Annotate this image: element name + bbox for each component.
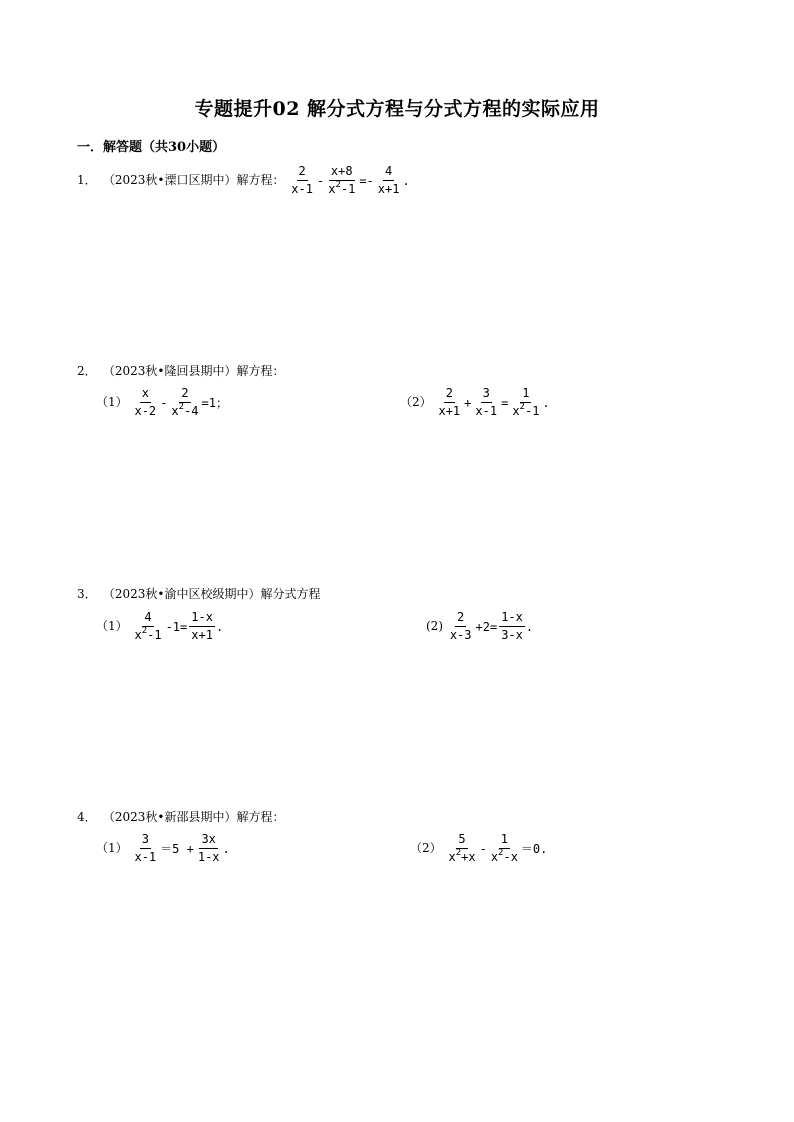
question-source: （2023秋•隆回县期中）解方程：: [102, 364, 285, 378]
fraction: $\frac{3x}{1-x}$: [197, 832, 220, 864]
fraction: $\frac{2}{x-1}$: [291, 164, 313, 196]
fraction: $\frac{1}{x^2-x}$: [490, 832, 518, 864]
question-number: 1．: [77, 173, 97, 187]
question-number: 2．: [77, 364, 97, 378]
fraction: $\frac{x}{x-2}$: [134, 386, 157, 418]
fraction: $\frac{2}{x-3}$: [449, 610, 472, 642]
fraction: $\frac{1}{x^2-1}$: [512, 386, 540, 418]
question-number: 3．: [77, 587, 97, 601]
question-number: 4．: [77, 810, 97, 824]
question-source: （2023秋•渝中区校级期中）解分式方程: [102, 587, 321, 601]
fraction: $\frac{5}{x^2+x}$: [448, 832, 476, 864]
question-2-part-2: （2） $\frac{2}{x+1}$ + $\frac{3}{x-1}$ = $\frac{1}{x^2-1}$ .: [400, 386, 550, 418]
question-2-part-1: （1） $\frac{x}{x-2}$ - $\frac{2}{x^2-4}$ =1；: [96, 386, 228, 418]
fraction: $\frac{x+8}{x^2-1}$: [328, 164, 356, 196]
question-3-part-1: （1） $\frac{4}{x^2-1}$ -1= $\frac{1-x}{x+1}$ .: [96, 610, 224, 642]
question-3-part-2: (2) $\frac{2}{x-3}$ +2= $\frac{1-x}{3-x}$ .: [426, 610, 534, 642]
fraction: $\frac{4}{x^2-1}$: [134, 610, 162, 642]
fraction: $\frac{2}{x+1}$: [438, 386, 461, 418]
fraction: $\frac{4}{x+1}$: [377, 164, 400, 196]
fraction: $\frac{1-x}{3-x}$: [501, 610, 523, 642]
fraction: $\frac{1-x}{x+1}$: [191, 610, 213, 642]
fraction: $\frac{2}{x^2-4}$: [171, 386, 199, 418]
question-4: [77, 808, 284, 825]
question-1: [77, 164, 410, 197]
question-2: [77, 362, 284, 379]
fraction: $\frac{3}{x-1}$: [475, 386, 498, 418]
question-4-part-2: （2） $\frac{5}{x^2+x}$ - $\frac{1}{x^2-x}$ ＝0.: [410, 832, 548, 864]
question-4-part-1: （1） $\frac{3}{x-1}$ ＝5 + $\frac{3x}{1-x}$ .: [96, 832, 230, 864]
question-source: （2023秋•新邵县期中）解方程：: [102, 810, 285, 824]
question-source: （2023秋•溧口区期中）解方程：: [102, 173, 285, 187]
question-3: [77, 585, 320, 602]
fraction: $\frac{3}{x-1}$: [134, 832, 157, 864]
page-title: 专题提升02 解分式方程与分式方程的实际应用: [194, 98, 600, 120]
equation: $\frac{2}{x-1}$ - $\frac{x+8}{x^2-1}$ =- $\frac{4}{x+1}$ .: [291, 164, 410, 196]
section-heading: 一．解答题（共30小题）: [77, 140, 226, 155]
